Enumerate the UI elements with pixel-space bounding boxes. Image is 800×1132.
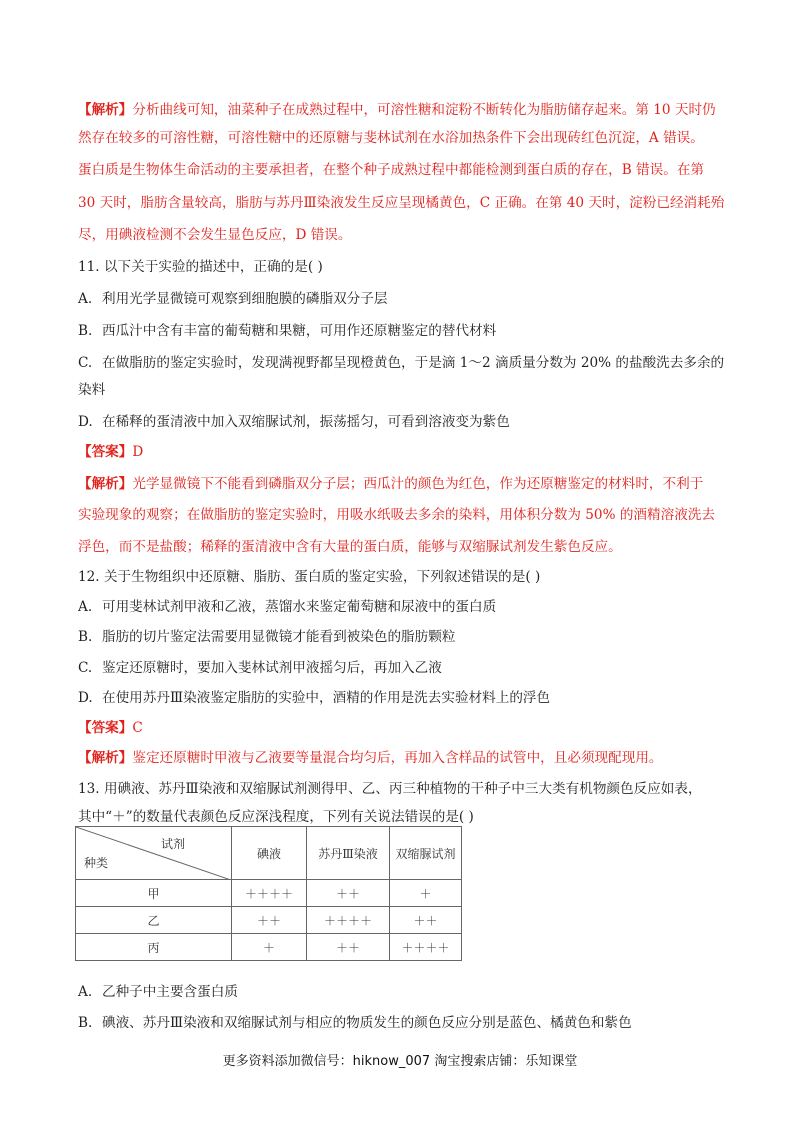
option-text: 在使用苏丹Ⅲ染液鉴定脂肪的实验中，酒精的作用是洗去实验材料上的浮色	[102, 690, 551, 706]
option-text: 可用斐林试剂甲液和乙液，蒸馏水来鉴定葡萄糖和尿液中的蛋白质	[102, 599, 497, 615]
q13-option-a	[78, 983, 238, 1001]
q13-option-b	[78, 1014, 632, 1032]
question-13-stem-1: 13. 用碘液、苏丹Ⅲ染液和双缩脲试剂测得甲、乙、丙三种植物的干种子中三大类有机物颜色反应如表，	[78, 781, 702, 797]
table-row	[76, 934, 462, 961]
analysis-line-3: 蛋白质是生物体生命活动的主要承担者，在整个种子成熟过程中都能检测到蛋白质的存在，B 错误。在第	[78, 162, 705, 178]
corner-label-reagent: 试剂	[160, 837, 185, 851]
q11-option-a	[78, 290, 387, 308]
q12-answer	[78, 719, 143, 737]
option-label: A.	[78, 291, 93, 307]
q12-analysis-1	[78, 749, 663, 767]
q12-option-b	[78, 628, 455, 646]
analysis-text: 分析曲线可知，油菜种子在成熟过程中，可溶性糖和淀粉不断转化为脂肪储存起来。第 10 天时仍	[132, 102, 716, 118]
table-cell: ＋＋	[390, 907, 462, 934]
answer-value: D	[132, 444, 144, 460]
option-label: D.	[78, 690, 93, 706]
answer-value: C	[132, 720, 143, 736]
q11-analysis-1	[78, 475, 703, 493]
answer-tag: 【答案】	[78, 720, 133, 736]
q11-option-b	[78, 322, 496, 340]
table-header-cell: 苏丹Ⅲ染液	[307, 827, 390, 880]
table-cell: ＋	[390, 880, 462, 907]
table-cell: ＋＋	[307, 934, 390, 961]
q11-option-c	[78, 354, 724, 372]
question-13-stem-2: 其中“＋”的数量代表颜色反应深浅程度，下列有关说法错误的是( )	[78, 809, 474, 825]
analysis-line-2: 然存在较多的可溶性糖，可溶性糖中的还原糖与斐林试剂在水浴加热条件下会出现砖红色沉淀，A 错误。	[78, 130, 704, 146]
option-label: B.	[78, 1015, 93, 1031]
q12-option-a	[78, 598, 496, 616]
analysis-line-1	[78, 101, 716, 119]
table-row	[76, 907, 462, 934]
q12-option-c	[78, 659, 442, 677]
option-label: B.	[78, 323, 93, 339]
analysis-tag: 【解析】	[78, 476, 133, 492]
answer-tag: 【答案】	[78, 444, 133, 460]
option-label: A.	[78, 984, 93, 1000]
table-cell: ＋＋＋＋	[232, 880, 307, 907]
q11-analysis-3: 浮色，而不是盐酸；稀释的蛋清液中含有大量的蛋白质，能够与双缩脲试剂发生紫色反应。	[78, 539, 622, 555]
table-cell: ＋＋＋＋	[307, 907, 390, 934]
question-12-stem: 12. 关于生物组织中还原糖、脂肪、蛋白质的鉴定实验，下列叙述错误的是( )	[78, 569, 541, 585]
option-label: A.	[78, 599, 93, 615]
option-text: 西瓜汁中含有丰富的葡萄糖和果糖，可用作还原糖鉴定的替代材料	[102, 323, 497, 339]
table-header-row	[76, 827, 462, 880]
option-text: 碘液、苏丹Ⅲ染液和双缩脲试剂与相应的物质发生的颜色反应分别是蓝色、橘黄色和紫色	[102, 1015, 632, 1031]
option-text: 乙种子中主要含蛋白质	[102, 984, 238, 1000]
analysis-line-4: 30 天时，脂肪含量较高，脂肪与苏丹Ⅲ染液发生反应呈现橘黄色，C 正确。在第 40 天时，淀粉已经消耗殆	[78, 195, 725, 211]
table-row	[76, 880, 462, 907]
table-row-label: 甲	[76, 880, 232, 907]
option-text: 利用光学显微镜可观察到细胞膜的磷脂双分子层	[102, 291, 388, 307]
table-row-label: 乙	[76, 907, 232, 934]
question-11-stem: 11. 以下关于实验的描述中，正确的是( )	[78, 259, 323, 275]
option-text: 在稀释的蛋清液中加入双缩脲试剂，振荡摇匀，可看到溶液变为紫色	[102, 414, 510, 430]
table-corner-cell	[76, 827, 232, 880]
table-cell: ＋＋	[232, 907, 307, 934]
reaction-table	[75, 826, 462, 961]
q11-analysis-2: 实验现象的观察；在做脂肪的鉴定实验时，用吸水纸吸去多余的染料，用体积分数为 50% 的酒精溶液洗去	[78, 507, 715, 523]
option-label: B.	[78, 629, 93, 645]
analysis-tag: 【解析】	[78, 102, 133, 118]
table-header-cell: 碘液	[232, 827, 307, 880]
table-cell: ＋＋＋＋	[390, 934, 462, 961]
table-cell: ＋＋	[307, 880, 390, 907]
option-label: C.	[78, 660, 93, 676]
q12-option-d	[78, 689, 550, 707]
q11-option-c-cont: 染料	[78, 382, 106, 398]
page-footer: 更多资料添加微信号：hiknow_007 淘宝搜索店铺：乐知课堂	[222, 1054, 578, 1069]
q11-option-d	[78, 413, 510, 431]
option-label: C.	[78, 355, 93, 371]
analysis-tag: 【解析】	[78, 750, 133, 766]
table-header-cell: 双缩脲试剂	[390, 827, 462, 880]
analysis-text: 光学显微镜下不能看到磷脂双分子层；西瓜汁的颜色为红色，作为还原糖鉴定的材料时，不利于	[132, 476, 704, 492]
analysis-text: 鉴定还原糖时甲液与乙液要等量混合均匀后，再加入含样品的试管中，且必须现配现用。	[132, 750, 663, 766]
option-text: 在做脂肪的鉴定实验时，发现满视野都呈现橙黄色，于是滴 1～2 滴质量分数为 20% 的盐酸洗去多余的	[102, 355, 725, 371]
option-text: 鉴定还原糖时，要加入斐林试剂甲液摇匀后，再加入乙液	[102, 660, 442, 676]
corner-label-species: 种类	[84, 856, 109, 870]
option-label: D.	[78, 414, 93, 430]
table-row-label: 丙	[76, 934, 232, 961]
table-cell: ＋	[232, 934, 307, 961]
option-text: 脂肪的切片鉴定法需要用显微镜才能看到被染色的脂肪颗粒	[102, 629, 456, 645]
q11-answer	[78, 443, 143, 461]
analysis-line-5: 尽，用碘液检测不会发生显色反应，D 错误。	[78, 227, 352, 243]
